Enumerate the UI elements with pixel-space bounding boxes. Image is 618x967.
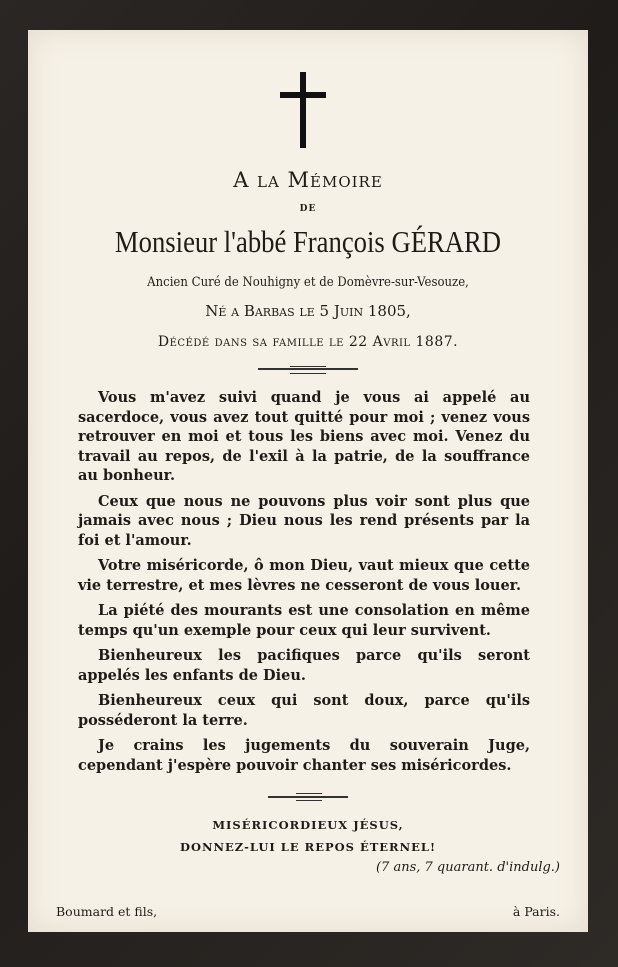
cross-icon [280,72,326,148]
deceased-name: Monsieur l'abbé François GÉRARD [114,224,502,259]
prayer-line-1: MISÉRICORDIEUX JÉSUS, [212,818,404,832]
printer-city: à Paris. [512,904,560,919]
ornament-divider-center [296,793,322,801]
ornament-divider-center [290,366,326,374]
birth-line: Né a Barbas le 5 Juin 1805, [205,302,411,320]
text-paragraph: La piété des mourants est une consolation en même temps qu'un exemple pour ceux qui leur survivent. [78,602,530,639]
text-paragraph: Je crains les jugements du souverain Juge, cependant j'espère pouvoir chanter ses miséricordes. [78,737,530,774]
deceased-role: Ancien Curé de Nouhigny et de Domèvre-sur-Vesouze, [147,275,469,290]
text-paragraph: Ceux que nous ne pouvons plus voir sont plus que jamais avec nous ; Dieu nous les rend présents par la foi et l'amour. [78,492,530,549]
text-paragraph: Bienheureux ceux qui sont doux, parce qu'ils posséderont la terre. [78,692,530,729]
title-de: DE [299,204,317,214]
memorial-card [28,30,588,932]
death-line: Décédé dans sa famille le 22 Avril 1887. [157,334,459,350]
card-title: A la Mémoire [233,168,383,192]
text-paragraph: Votre miséricorde, ô mon Dieu, vaut mieux que cette vie terrestre, et mes lèvres ne cesseront de vous louer. [78,557,530,594]
indulgence-note: (7 ans, 7 quarant. d'indulg.) [375,860,560,875]
prayer-texts [78,388,530,781]
printer-name: Boumard et fils, [56,904,158,919]
prayer-line-2: DONNEZ-LUI LE REPOS ÉTERNEL! [179,840,437,854]
text-paragraph: Vous m'avez suivi quand je vous ai appelé au sacerdoce, vous avez tout quitté pour moi ; venez vous retrouver en moi et tous les biens avec moi. Venez du travail au repos, de l'exil à la patrie, de la souffrance au bonheur. [78,389,530,484]
text-paragraph: Bienheureux les pacifiques parce qu'ils seront appelés les enfants de Dieu. [78,647,530,684]
